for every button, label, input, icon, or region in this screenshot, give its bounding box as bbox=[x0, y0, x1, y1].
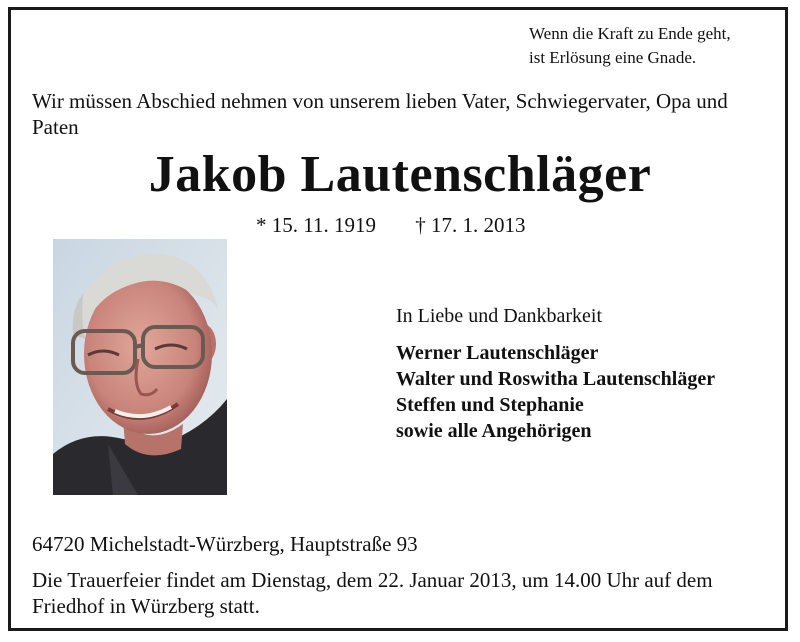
mourner-name: Werner Lautenschläger bbox=[396, 342, 599, 364]
portrait-photo bbox=[53, 239, 227, 495]
mourners-list bbox=[396, 340, 715, 444]
mourners-heading: In Liebe und Dankbarkeit bbox=[396, 305, 603, 327]
deceased-name: Jakob Lautenschläger bbox=[148, 146, 652, 203]
family-address: 64720 Michelstadt-Würzberg, Hauptstraße 93 bbox=[32, 532, 418, 556]
motto-line-1: Wenn die Kraft zu Ende geht, bbox=[529, 24, 731, 43]
mourner-name: Walter und Roswitha Lautenschläger bbox=[396, 368, 716, 390]
motto-quote bbox=[529, 22, 731, 70]
mourner-name: sowie alle Angehörigen bbox=[396, 420, 592, 442]
intro-text: Wir müssen Abschied nehmen von unserem lieben Vater, Schwiegervater, Opa und Paten bbox=[32, 89, 728, 139]
ceremony-info: Die Trauerfeier findet am Dienstag, dem 22. Januar 2013, um 14.00 Uhr auf dem Friedhof in Würzberg statt. bbox=[32, 568, 713, 618]
death-date: † 17. 1. 2013 bbox=[415, 213, 526, 237]
motto-line-2: ist Erlösung eine Gnade. bbox=[529, 48, 697, 67]
birth-date: * 15. 11. 1919 bbox=[256, 213, 376, 237]
mourner-name: Steffen und Stephanie bbox=[396, 394, 584, 416]
life-dates bbox=[256, 212, 525, 238]
